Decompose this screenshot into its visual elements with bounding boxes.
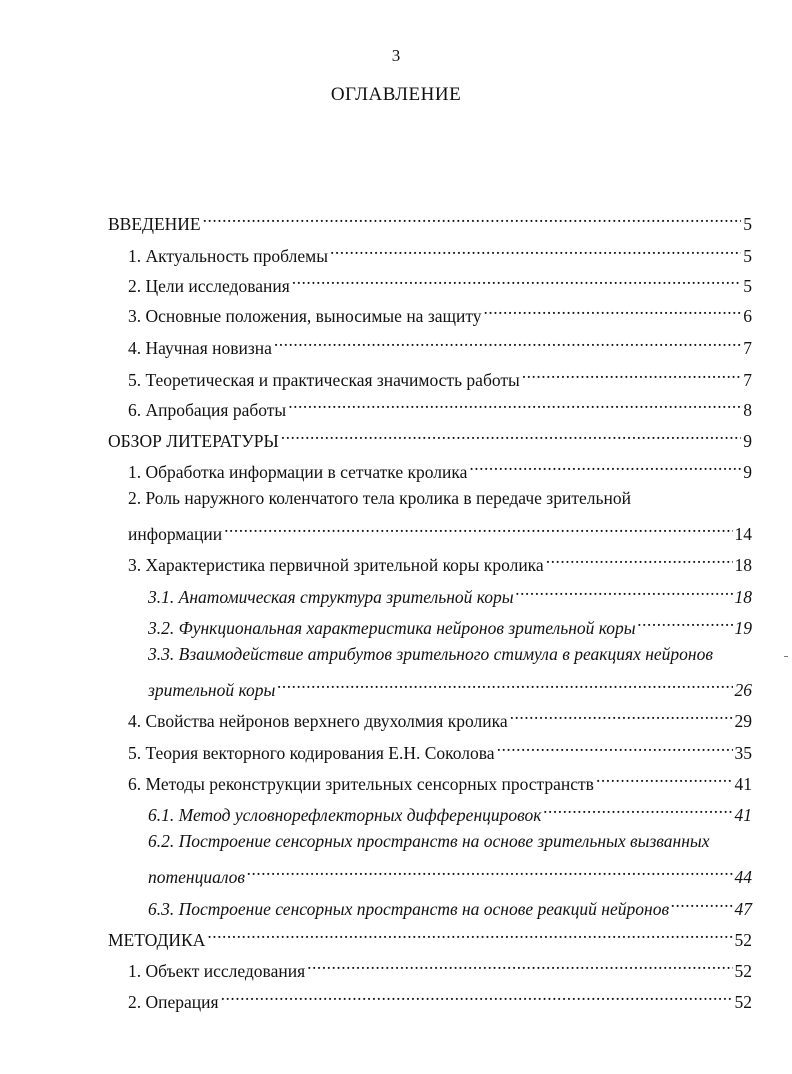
toc-entry-label: 6. Методы реконструкции зрительных сенсорных пространств [128,774,594,794]
toc-subentry[interactable] [148,893,752,919]
dot-leader [221,986,733,1008]
dot-leader [671,893,732,915]
toc-entry-label: 4. Научная новизна [128,338,272,358]
toc-entry[interactable] [128,737,752,763]
dot-leader [497,737,733,759]
toc-entry-label: 4. Свойства нейронов верхнего двухолмия кролика [128,711,508,731]
toc-entry-label: 3.2. Функциональная характеристика нейронов зрительной коры [148,618,636,638]
dot-leader [522,364,741,386]
dot-leader [247,861,732,883]
toc-entry-page: 35 [734,743,752,763]
toc-entry-label: 1. Обработка информации в сетчатке кролика [128,462,468,482]
toc-entry-label: 6.3. Построение сенсорных пространств на основе реакций нейронов [148,899,670,919]
toc-entry-page: 47 [734,899,752,919]
toc-entry-page: 6 [743,306,752,326]
toc-entry-label: 2. Операция [128,992,219,1012]
toc-entry-page: 41 [734,774,752,794]
toc-entry-label: ВВЕДЕНИЕ [108,214,201,234]
page-number: 3 [391,46,401,65]
toc-entry-label: 3. Характеристика первичной зрительной коры кролика [128,555,544,575]
toc-entry-label: 1. Актуальность проблемы [128,246,328,266]
dot-leader [510,705,733,727]
toc-entry[interactable] [128,986,752,1012]
toc-entry-page: 9 [743,431,752,451]
dot-leader [277,674,732,696]
toc-entry-page: 52 [734,992,752,1012]
toc-entry-page: 26 [734,680,752,700]
toc-entry-label: зрительной коры [148,680,276,700]
toc-entry[interactable] [128,456,752,482]
page-title: ОГЛАВЛЕНИЕ [330,84,462,105]
scan-mark [784,656,788,657]
toc-subentry-line1[interactable]: 6.2. Построение сенсорных пространств на основе зрительных вызванных [148,831,710,851]
dot-leader [281,425,741,447]
toc-entry[interactable] [128,705,752,731]
toc-entry-label: информации [128,524,223,544]
toc-entry[interactable] [128,518,752,544]
toc-entry-page: 44 [734,867,752,887]
dot-leader [543,799,732,821]
toc-entry-page: 5 [743,246,752,266]
toc-entry-page: 19 [734,618,752,638]
toc-entry-page: 29 [734,711,752,731]
toc-entry-label: 3. Основные положения, выносимые на защиту [128,306,482,326]
dot-leader [638,612,733,634]
toc-entry-page: 8 [743,400,752,420]
toc-entry-page: 52 [734,930,752,950]
dot-leader [516,581,733,603]
toc-entry-label: 6. Апробация работы [128,400,287,420]
toc-entry-label: 5. Теория векторного кодирования Е.Н. Соколова [128,743,495,763]
toc-subentry[interactable] [148,674,752,700]
toc-entry-label: 6.1. Метод условнорефлекторных дифференцировок [148,805,542,825]
toc-entry-page: 5 [743,214,752,234]
toc-subentry[interactable] [148,581,752,607]
toc-entry[interactable] [128,332,752,358]
toc-subentry[interactable] [148,799,752,825]
toc-entry[interactable] [128,270,752,296]
toc-subentry-line1[interactable]: 3.3. Взаимодействие атрибутов зрительного стимула в реакциях нейронов [148,644,713,664]
toc-entry-label: потенциалов [148,867,246,887]
dot-leader [546,549,733,571]
toc-entry-label: 5. Теоретическая и практическая значимость работы [128,370,520,390]
toc-entry[interactable] [128,394,752,420]
toc-entry-page: 7 [743,370,752,390]
dot-leader [274,332,741,354]
dot-leader [307,955,732,977]
toc-entry-label: 1. Объект исследования [128,961,306,981]
toc-entry[interactable] [128,364,752,390]
toc-entry-page: 9 [743,462,752,482]
toc-entry-introduction[interactable] [108,208,752,234]
toc-entry-page: 18 [734,555,752,575]
toc-entry-label: МЕТОДИКА [108,930,206,950]
toc-entry[interactable] [128,240,752,266]
toc-entry[interactable] [128,768,752,794]
toc-entry-page: 52 [734,961,752,981]
toc-entry[interactable] [128,549,752,575]
toc-entry[interactable] [128,300,752,326]
dot-leader [596,768,733,790]
toc-entry-page: 7 [743,338,752,358]
toc-entry-page: 14 [734,524,752,544]
toc-entry-methods[interactable] [108,924,752,950]
toc-entry-label: 3.1. Анатомическая структура зрительной коры [148,587,514,607]
toc-entry-label: ОБЗОР ЛИТЕРАТУРЫ [108,431,279,451]
toc-entry-line1[interactable]: 2. Роль наружного коленчатого тела кролика в передаче зрительной [128,488,631,508]
dot-leader [292,270,741,292]
dot-leader [484,300,742,322]
toc-subentry[interactable] [148,861,752,887]
toc-entry-page: 5 [743,276,752,296]
dot-leader [330,240,741,262]
toc-entry[interactable] [128,955,752,981]
toc-entry-page: 18 [734,587,752,607]
dot-leader [224,518,732,540]
dot-leader [288,394,741,416]
dot-leader [207,924,732,946]
toc-entry-literature-review[interactable] [108,425,752,451]
dot-leader [469,456,741,478]
toc-entry-page: 41 [734,805,752,825]
dot-leader [203,208,742,230]
toc-subentry[interactable] [148,612,752,638]
toc-entry-label: 2. Цели исследования [128,276,290,296]
